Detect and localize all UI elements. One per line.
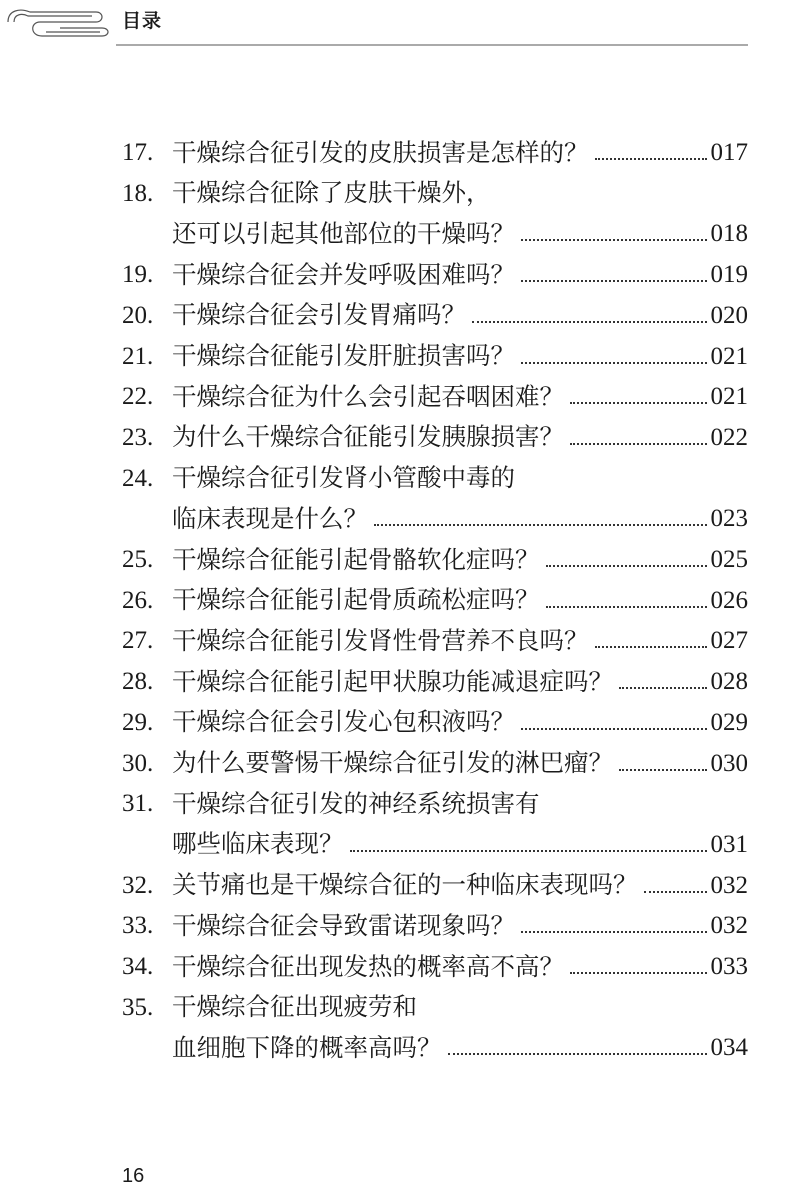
toc-entry-line[interactable] xyxy=(122,371,748,409)
toc-entry-number: 17. xyxy=(122,139,154,166)
toc-entry-number: 31. xyxy=(122,790,154,818)
toc-entry-title: 关节痛也是干燥综合征的一种临床表现吗？ xyxy=(172,870,638,900)
toc-entry-page: 032 xyxy=(710,912,748,940)
dot-leader xyxy=(521,238,707,241)
dot-leader xyxy=(350,849,707,852)
toc-entry-number: 26. xyxy=(122,586,154,614)
toc-entry-line[interactable] xyxy=(122,819,748,857)
toc-entry-line[interactable] xyxy=(122,453,748,491)
toc-entry-page: 033 xyxy=(710,953,748,980)
dot-leader xyxy=(374,523,707,526)
toc-entry-page: 027 xyxy=(710,627,748,655)
dot-leader xyxy=(472,320,707,323)
toc-entry-number: 29. xyxy=(122,708,154,736)
cloud-ornament-icon xyxy=(0,0,800,50)
toc-entry-title: 临床表现是什么？ xyxy=(172,503,368,533)
toc-entry-number: 33. xyxy=(122,912,154,940)
toc-entry-title: 干燥综合征会导致雷诺现象吗？ xyxy=(172,910,515,940)
toc-entry-title: 为什么要警惕干燥综合征引发的淋巴瘤？ xyxy=(172,748,613,777)
page-header xyxy=(0,0,800,50)
toc-entry-number: 32. xyxy=(122,871,154,899)
toc-entry-page: 030 xyxy=(710,749,748,777)
toc-entry-title: 血细胞下降的概率高吗？ xyxy=(172,1032,442,1062)
toc-entry-number: 22. xyxy=(122,383,154,411)
toc-entry-page: 021 xyxy=(710,342,748,370)
toc-entry-title: 干燥综合征会并发呼吸困难吗？ xyxy=(172,259,515,289)
toc-entry-title: 干燥综合征引发的神经系统损害有 xyxy=(172,788,540,818)
toc-entry-line[interactable] xyxy=(122,900,748,938)
dot-leader xyxy=(521,279,707,282)
toc-entry-line[interactable] xyxy=(122,493,748,531)
dot-leader xyxy=(595,157,707,160)
toc-entry-page: 031 xyxy=(710,830,748,858)
toc-entry-title: 干燥综合征除了皮肤干燥外， xyxy=(172,178,491,208)
dot-leader xyxy=(448,1052,707,1055)
toc-entry-number: 34. xyxy=(122,953,154,980)
toc-entry-number: 27. xyxy=(122,627,154,655)
toc-entry-title: 干燥综合征能引起甲状腺功能减退症吗？ xyxy=(172,666,613,696)
toc-entry-title: 干燥综合征能引起骨骼软化症吗？ xyxy=(172,544,540,574)
toc-entry-page: 019 xyxy=(710,261,748,289)
toc-entry-page: 034 xyxy=(710,1034,748,1062)
toc-entry-line[interactable] xyxy=(122,127,748,165)
toc-entry-number: 30. xyxy=(122,749,154,777)
dot-leader xyxy=(570,442,707,445)
toc-entry-line[interactable] xyxy=(122,697,748,735)
toc-entry-page: 017 xyxy=(710,139,748,166)
toc-entry-page: 026 xyxy=(710,586,748,614)
toc-entry-line[interactable] xyxy=(122,208,748,246)
toc-entry-title: 还可以引起其他部位的干燥吗？ xyxy=(172,218,515,248)
toc-entry-page: 025 xyxy=(710,546,748,573)
toc-entry-line[interactable] xyxy=(122,534,748,572)
toc-entry-line[interactable] xyxy=(122,941,748,979)
toc-entry-title: 干燥综合征会引发胃痛吗？ xyxy=(172,300,466,330)
running-head-title: 目录 xyxy=(122,10,163,32)
toc-entry-page: 018 xyxy=(710,220,748,248)
toc-entry-title: 哪些临床表现？ xyxy=(172,829,344,859)
dot-leader xyxy=(521,727,707,730)
toc-entry-line[interactable] xyxy=(122,290,748,328)
toc-entry-number: 23. xyxy=(122,423,154,451)
dot-leader xyxy=(570,971,707,974)
toc-entry-title: 干燥综合征引发的皮肤损害是怎样的？ xyxy=(172,137,589,167)
toc-entry-page: 021 xyxy=(710,383,748,411)
toc-entry-title: 干燥综合征出现疲劳和 xyxy=(172,992,417,1022)
toc-entry-line[interactable] xyxy=(122,656,748,694)
toc-entry-line[interactable] xyxy=(122,778,748,816)
toc-entry-title: 干燥综合征能引起骨质疏松症吗？ xyxy=(172,585,540,615)
toc-entry-number: 25. xyxy=(122,546,154,573)
toc-entry-number: 24. xyxy=(122,464,154,492)
dot-leader xyxy=(619,686,707,689)
toc-entry-line[interactable] xyxy=(122,575,748,613)
toc-entry-title: 干燥综合征引发肾小管酸中毒的 xyxy=(172,463,515,493)
dot-leader xyxy=(521,361,707,364)
page-number: 16 xyxy=(122,1165,145,1187)
toc-entry-title: 干燥综合征为什么会引起吞咽困难？ xyxy=(172,381,564,411)
toc-entry-line[interactable] xyxy=(122,249,748,287)
dot-leader xyxy=(546,564,707,567)
toc-entry-number: 18. xyxy=(122,179,154,207)
toc-entry-page: 028 xyxy=(710,668,748,696)
toc-entry-number: 28. xyxy=(122,668,154,696)
dot-leader xyxy=(546,605,707,608)
toc-entry-number: 35. xyxy=(122,993,154,1021)
toc-entry-line[interactable] xyxy=(122,615,748,653)
toc-entry-line[interactable] xyxy=(122,1022,748,1060)
toc-entry-line[interactable] xyxy=(122,412,748,450)
toc-entry-line[interactable] xyxy=(122,860,748,898)
dot-leader xyxy=(595,645,707,648)
toc-entry-title: 干燥综合征能引发肾性骨营养不良吗？ xyxy=(172,625,589,655)
dot-leader xyxy=(570,401,707,404)
toc-entry-title: 干燥综合征能引发肝脏损害吗？ xyxy=(172,341,515,370)
toc-entry-title: 干燥综合征出现发热的概率高不高？ xyxy=(172,951,564,981)
toc-entry-page: 022 xyxy=(710,423,748,451)
toc-entry-line[interactable] xyxy=(122,331,748,369)
toc-entry-line[interactable] xyxy=(122,738,748,776)
toc-entry-line[interactable] xyxy=(122,982,748,1020)
dot-leader xyxy=(521,930,707,933)
toc-entry-title: 为什么干燥综合征能引发胰腺损害？ xyxy=(172,422,564,452)
toc-entry-title: 干燥综合征会引发心包积液吗？ xyxy=(172,707,515,737)
toc-entry-number: 21. xyxy=(122,342,154,370)
dot-leader xyxy=(619,768,707,771)
toc-entry-number: 19. xyxy=(122,261,154,289)
toc-entry-number: 20. xyxy=(122,301,154,329)
toc-entry-line[interactable] xyxy=(122,168,748,206)
toc-entry-page: 023 xyxy=(710,505,748,533)
toc-entry-page: 029 xyxy=(710,708,748,736)
dot-leader xyxy=(644,890,707,893)
toc-entry-page: 020 xyxy=(710,301,748,329)
toc-entry-page: 032 xyxy=(710,871,748,899)
